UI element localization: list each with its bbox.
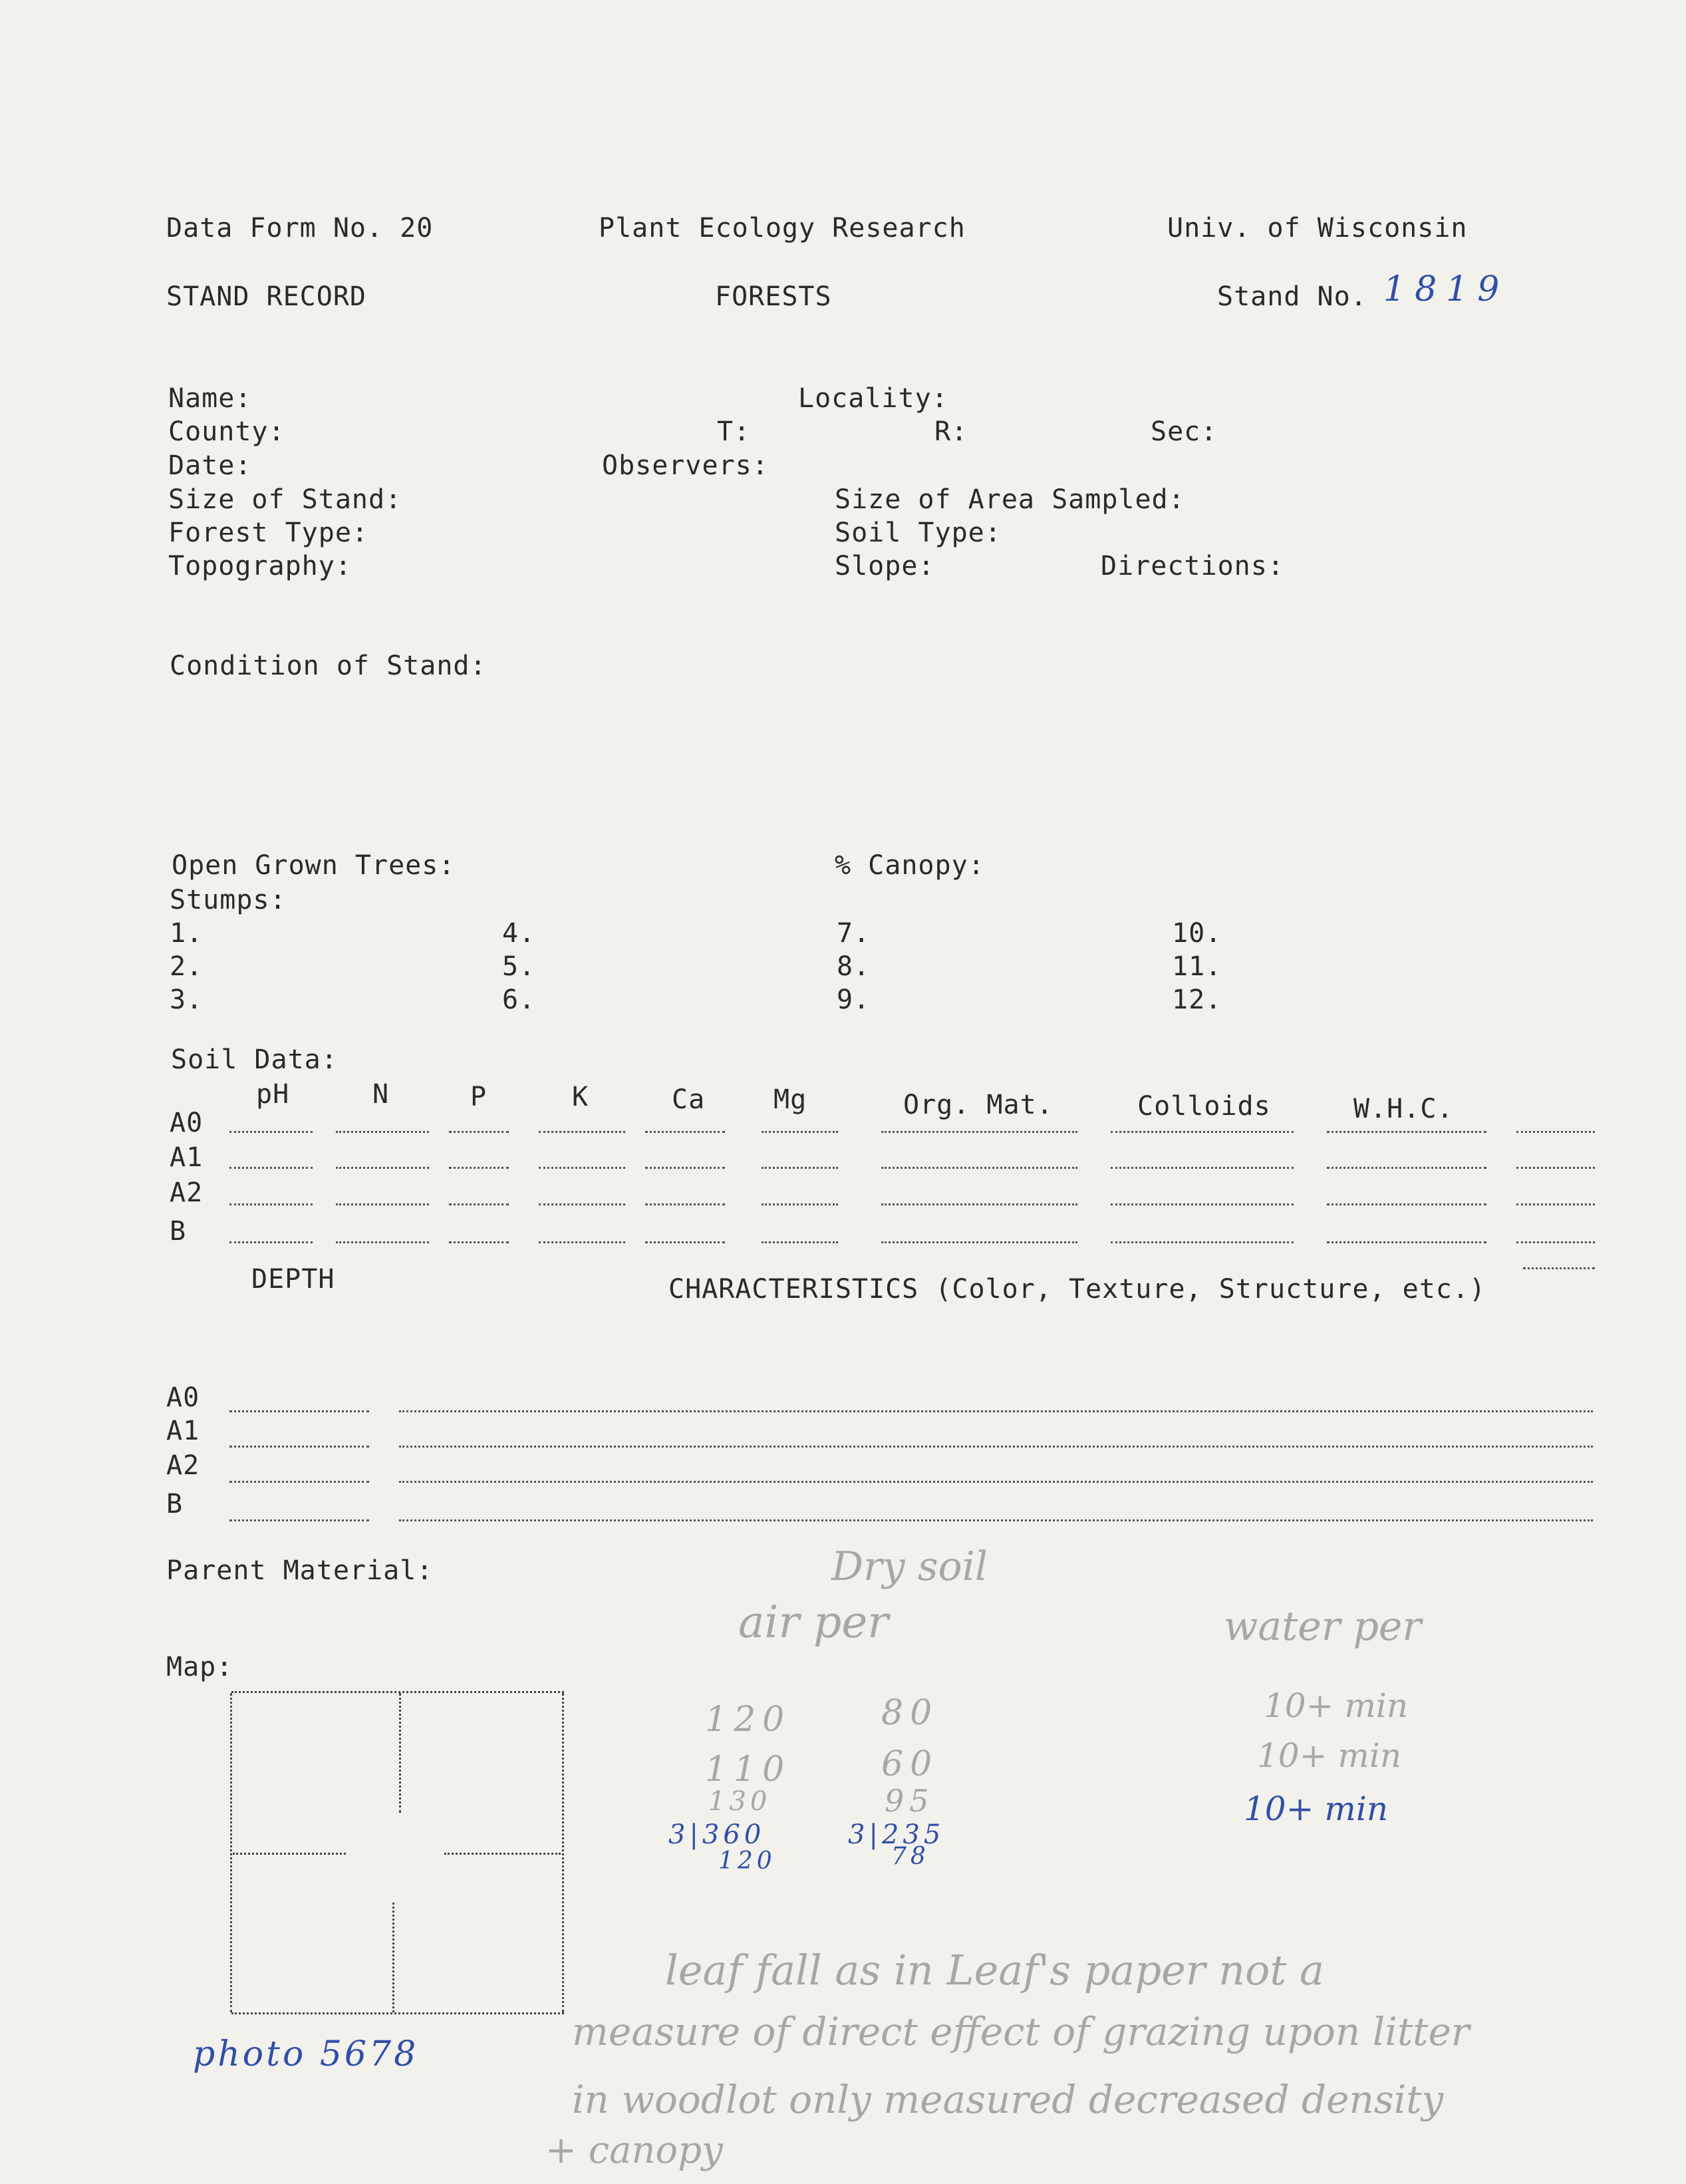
soil-fill-line [336,1241,429,1243]
horizon-label: A1 [166,1416,200,1446]
soil-column-header: Colloids [1137,1091,1271,1122]
horizon-label: A1 [170,1142,204,1173]
handwritten-note-line: + canopy [545,2129,723,2172]
soil-column-header: Mg [773,1084,807,1115]
soil-fill-line [645,1241,725,1243]
soil-column-header: pH [256,1079,290,1110]
soil-fill-line [539,1167,625,1169]
locality-label: Locality: [798,383,948,414]
soil-fill-line [539,1131,625,1133]
stumps-label: Stumps: [170,885,287,915]
characteristics-fill-line [229,1519,369,1521]
depth-label: DEPTH [251,1264,335,1295]
directions-label: Directions: [1101,551,1284,581]
soil-fill-line [1327,1167,1486,1169]
handwritten-min: 10+ min [1244,1790,1389,1828]
horizon-label: A2 [170,1177,204,1208]
handwritten-note-line: leaf fall as in Leaf's paper not a [665,1946,1324,1994]
soil-fill-line [449,1167,509,1169]
soil-fill-line [645,1167,725,1169]
characteristics-fill-line [399,1446,1593,1448]
category: FORESTS [715,281,832,312]
soil-fill-line [1523,1267,1595,1269]
handwritten-water-per: water per [1224,1603,1422,1650]
handwritten-air-value: 130 [708,1786,772,1817]
stump-number: 3. [170,985,204,1015]
handwritten-dry-soil: Dry soil [831,1543,988,1590]
soil-fill-line [539,1203,625,1205]
condition-label: Condition of Stand: [170,651,487,681]
horizon-label: A0 [170,1108,204,1138]
soil-fill-line [881,1167,1077,1169]
date-label: Date: [168,450,252,481]
soil-fill-line [229,1241,313,1243]
stump-number: 2. [170,951,204,982]
handwritten-min: 10+ min [1264,1686,1409,1725]
soil-fill-line [762,1203,838,1205]
stump-number: 5. [502,951,536,982]
handwritten-air-result: 120 [718,1847,776,1875]
t-label: T: [717,416,751,447]
soil-fill-line [336,1167,429,1169]
soil-fill-line [449,1131,509,1133]
soil-fill-line [1111,1241,1294,1243]
soil-fill-line [1111,1167,1294,1169]
handwritten-water-value: 80 [881,1693,939,1733]
stump-number: 8. [837,951,871,982]
soil-data-title: Soil Data: [171,1044,338,1075]
handwritten-note-line: in woodlot only measured decreased density [572,2077,1444,2122]
soil-fill-line [1111,1131,1294,1133]
soil-fill-line [762,1241,838,1243]
program-name: Plant Ecology Research [599,213,966,243]
soil-fill-line [336,1131,429,1133]
characteristics-fill-line [229,1446,369,1448]
horizon-label: B [170,1216,187,1247]
soil-fill-line [1516,1167,1595,1169]
soil-fill-line [762,1167,838,1169]
soil-fill-line [1111,1203,1294,1205]
topography-label: Topography: [168,551,352,581]
stump-number: 4. [502,918,536,949]
soil-type-label: Soil Type: [835,518,1002,548]
stump-number: 12. [1172,985,1222,1015]
stand-no-value: 1819 [1383,269,1509,309]
sec-label: Sec: [1151,416,1218,447]
handwritten-air-division: 3|360 [668,1819,766,1850]
characteristics-fill-line [399,1519,1593,1521]
stump-number: 9. [837,985,871,1015]
handwritten-photo: photo 5678 [193,2034,419,2074]
soil-column-header: P [470,1082,488,1112]
stump-number: 7. [837,918,871,949]
characteristics-fill-line [399,1481,1593,1483]
map-label: Map: [166,1652,233,1682]
soil-column-header: K [572,1082,589,1112]
soil-column-header: Ca [672,1084,706,1115]
handwritten-water-division: 3|235 [848,1819,945,1850]
horizon-label: B [166,1489,184,1519]
soil-fill-line [229,1203,313,1205]
soil-column-header: Org. Mat. [903,1090,1054,1120]
canopy-label: % Canopy: [835,850,985,881]
stump-number: 11. [1172,951,1222,982]
soil-fill-line [1327,1241,1486,1243]
soil-fill-line [449,1241,509,1243]
soil-fill-line [762,1131,838,1133]
soil-fill-line [1516,1203,1595,1205]
slope-label: Slope: [835,551,935,581]
soil-fill-line [229,1131,313,1133]
soil-fill-line [1516,1241,1595,1243]
characteristics-label: CHARACTERISTICS (Color, Texture, Structure, etc.) [668,1274,1486,1305]
handwritten-air-per: air per [738,1597,889,1648]
observers-label: Observers: [602,450,769,481]
handwritten-water-value: 95 [885,1783,934,1819]
handwritten-min: 10+ min [1257,1736,1402,1775]
soil-fill-line [881,1203,1077,1205]
soil-fill-line [539,1241,625,1243]
handwritten-water-value: 60 [881,1744,939,1784]
characteristics-fill-line [229,1410,369,1412]
r-label: R: [934,416,968,447]
stump-number: 1. [170,918,204,949]
soil-column-header: N [372,1079,390,1110]
county-label: County: [168,416,285,447]
stump-number: 6. [502,985,536,1015]
handwritten-water-result: 78 [891,1843,930,1870]
university-name: Univ. of Wisconsin [1167,213,1468,243]
parent-material-label: Parent Material: [166,1555,434,1586]
size-of-area-label: Size of Area Sampled: [835,484,1185,515]
soil-fill-line [1327,1203,1486,1205]
soil-fill-line [881,1241,1077,1243]
horizon-label: A0 [166,1382,200,1413]
soil-fill-line [229,1167,313,1169]
record-type: STAND RECORD [166,281,366,312]
soil-fill-line [645,1131,725,1133]
soil-fill-line [1516,1131,1595,1133]
handwritten-air-value: 120 [705,1700,791,1740]
handwritten-note-line: measure of direct effect of grazing upon litter [572,2009,1470,2054]
soil-fill-line [881,1131,1077,1133]
soil-fill-line [1327,1131,1486,1133]
characteristics-fill-line [399,1410,1593,1412]
soil-fill-line [336,1203,429,1205]
size-of-stand-label: Size of Stand: [168,484,402,515]
characteristics-fill-line [229,1481,369,1483]
open-grown-label: Open Grown Trees: [172,850,456,881]
horizon-label: A2 [166,1450,200,1481]
soil-column-header: W.H.C. [1353,1094,1454,1124]
name-label: Name: [168,383,252,414]
handwritten-air-value: 110 [705,1750,791,1790]
forest-type-label: Forest Type: [168,518,368,548]
stand-no-label: Stand No. [1217,281,1367,312]
soil-fill-line [645,1203,725,1205]
soil-fill-line [449,1203,509,1205]
stump-number: 10. [1172,918,1222,949]
form-number: Data Form No. 20 [166,213,434,243]
